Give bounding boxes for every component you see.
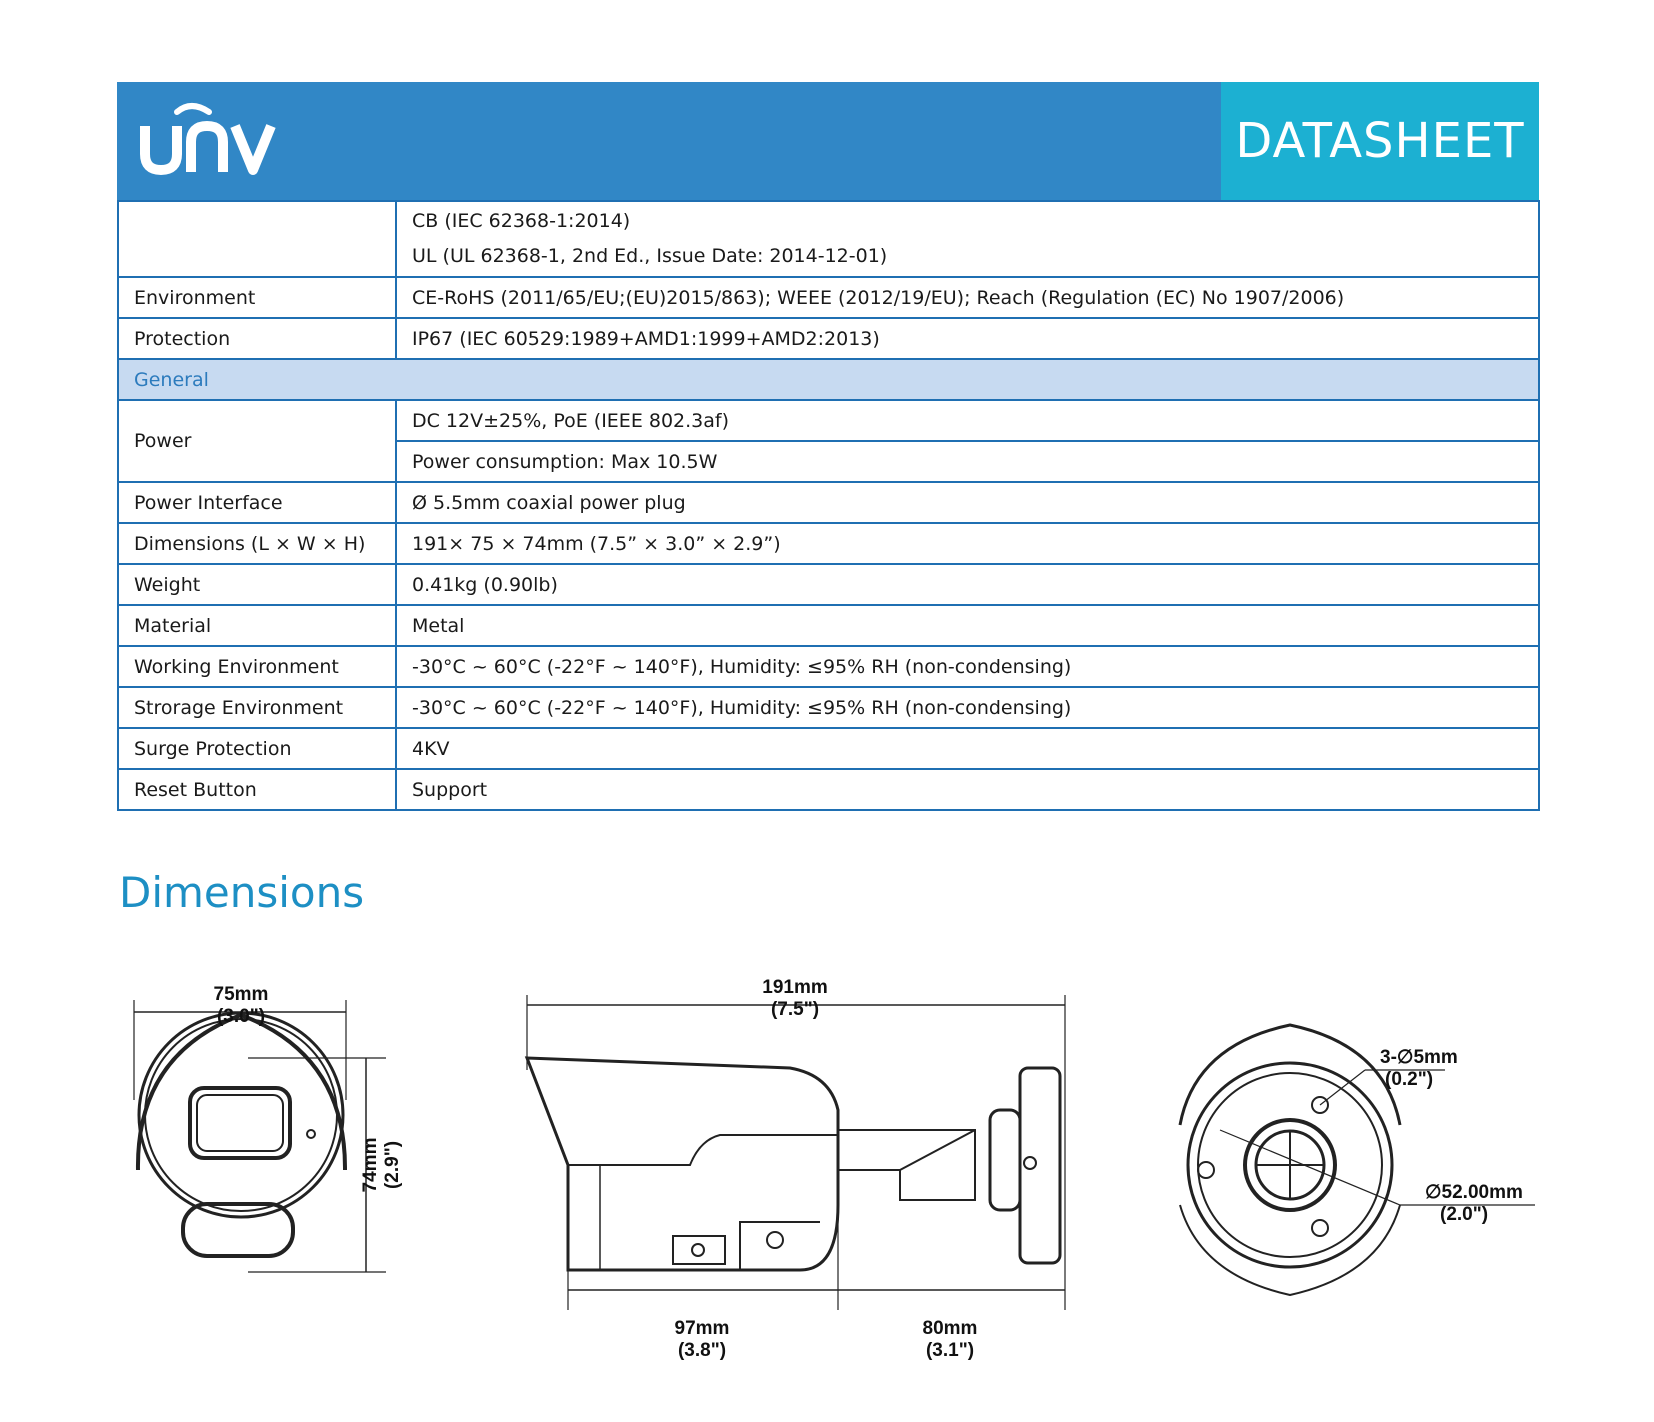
table-row — [118, 564, 1539, 605]
side-body-in: (3.8") — [677, 1340, 727, 1361]
table-row — [118, 728, 1539, 769]
row-value: Ø 5.5mm coaxial power plug — [396, 482, 1539, 523]
front-view-drawing — [134, 1000, 386, 1272]
row-label: Material — [118, 605, 396, 646]
table-row — [118, 523, 1539, 564]
cert-ul: UL (UL 62368-1, 2nd Ed., Issue Date: 2014-12-01) — [412, 245, 888, 267]
section-row-general — [118, 359, 1539, 400]
base-dia-in: (2.0") — [1440, 1204, 1489, 1225]
side-view-drawing — [527, 995, 1065, 1310]
row-label: Working Environment — [118, 646, 396, 687]
side-body-mm: 97mm — [674, 1318, 730, 1339]
table-row-certification — [118, 201, 1539, 277]
table-row — [118, 646, 1539, 687]
dimensions-title: Dimensions — [119, 868, 365, 917]
dimension-drawings — [0, 960, 1654, 1380]
row-value: -30°C ~ 60°C (-22°F ~ 140°F), Humidity: ≤95% RH (non-condensing) — [396, 687, 1539, 728]
row-value: 191× 75 × 74mm (7.5” × 3.0” × 2.9”) — [396, 523, 1539, 564]
section-general-title: General — [118, 359, 1539, 400]
protection-value: IP67 (IEC 60529:1989+AMD1:1999+AMD2:2013) — [396, 318, 1539, 359]
row-label: Power Interface — [118, 482, 396, 523]
row-label: Surge Protection — [118, 728, 396, 769]
base-view-drawing — [1180, 1025, 1535, 1295]
table-row — [118, 482, 1539, 523]
row-label: Reset Button — [118, 769, 396, 810]
environment-value: CE-RoHS (2011/65/EU;(EU)2015/863); WEEE (2012/19/EU); Reach (Regulation (EC) No 1907/2006) — [396, 277, 1539, 318]
certification-label-cell — [118, 201, 396, 277]
front-height-in: (2.9") — [382, 1140, 403, 1190]
power-value-1: DC 12V±25%, PoE (IEEE 802.3af) — [396, 400, 1539, 441]
cert-cb: CB (IEC 62368-1:2014) — [412, 210, 631, 232]
certification-value-cell — [396, 201, 1539, 277]
row-label: Dimensions (L × W × H) — [118, 523, 396, 564]
datasheet-badge-text: DATASHEET — [1235, 113, 1525, 169]
row-value: 0.41kg (0.90lb) — [396, 564, 1539, 605]
unv-logo — [139, 102, 279, 180]
row-label: Weight — [118, 564, 396, 605]
table-row-protection — [118, 318, 1539, 359]
spec-table — [117, 200, 1540, 811]
row-value: Metal — [396, 605, 1539, 646]
row-value: -30°C ~ 60°C (-22°F ~ 140°F), Humidity: ≤95% RH (non-condensing) — [396, 646, 1539, 687]
power-label: Power — [118, 400, 396, 482]
row-value: Support — [396, 769, 1539, 810]
datasheet-badge — [1221, 82, 1539, 200]
front-width-in: (3.0") — [216, 1006, 266, 1027]
table-row-environment — [118, 277, 1539, 318]
datasheet-header — [117, 82, 1539, 200]
environment-label: Environment — [118, 277, 396, 318]
front-height-mm: 74mm — [360, 1137, 381, 1193]
table-row — [118, 687, 1539, 728]
row-value: 4KV — [396, 728, 1539, 769]
table-row — [118, 605, 1539, 646]
table-row — [118, 769, 1539, 810]
side-mount-in: (3.1") — [925, 1340, 975, 1361]
front-width-mm: 75mm — [213, 984, 269, 1005]
side-mount-mm: 80mm — [922, 1318, 978, 1339]
base-hole-mm: 3-∅5mm — [1380, 1047, 1458, 1068]
row-label: Strorage Environment — [118, 687, 396, 728]
side-length-in: (7.5") — [770, 999, 820, 1020]
table-row-power — [118, 400, 1539, 441]
protection-label: Protection — [118, 318, 396, 359]
side-length-mm: 191mm — [762, 977, 828, 998]
base-dia-mm: ∅52.00mm — [1425, 1182, 1523, 1203]
power-value-2: Power consumption: Max 10.5W — [396, 441, 1539, 482]
base-hole-in: (0.2") — [1385, 1069, 1434, 1090]
